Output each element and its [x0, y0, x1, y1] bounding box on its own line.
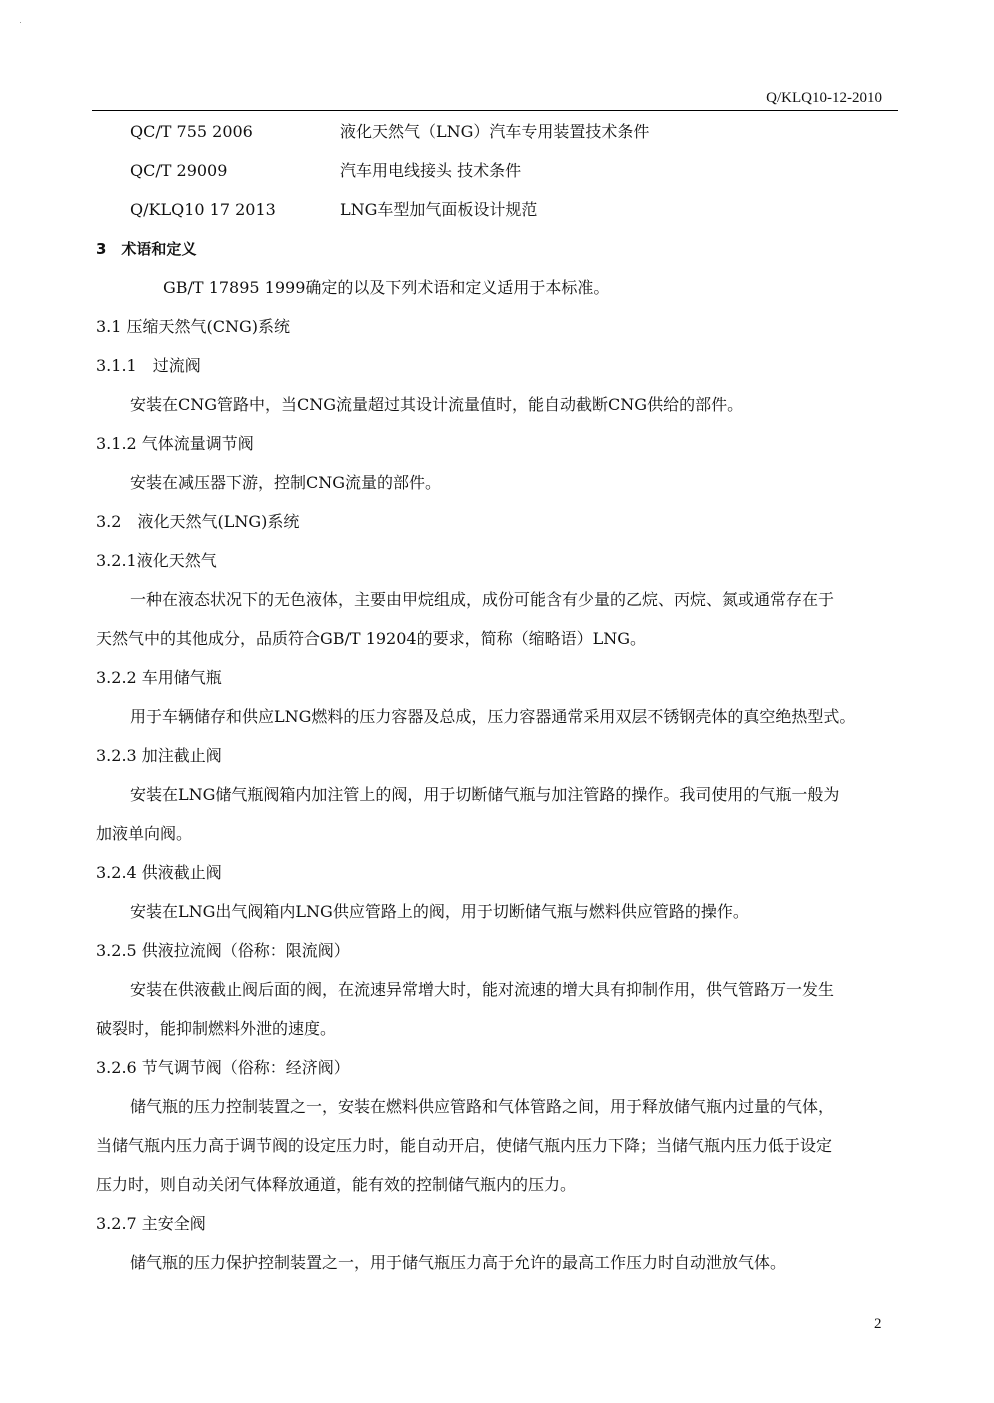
term-heading: 3.2.1液化天然气 — [96, 551, 217, 570]
term-definition: 安装在CNG管路中，当CNG流量超过其设计流量值时，能自动截断CNG供给的部件。 — [130, 395, 744, 414]
standard-code: Q/KLQ10 17 2013 — [130, 200, 276, 219]
term-definition-continued: 加液单向阀。 — [96, 824, 193, 843]
term-heading: 3.2.6 节气调节阀（俗称：经济阀） — [96, 1058, 350, 1077]
term-definition-continued: 当储气瓶内压力高于调节阀的设定压力时，能自动开启，使储气瓶内压力下降；当储气瓶内压力低于设定 — [96, 1136, 833, 1155]
term-definition-continued: 压力时，则自动关闭气体释放通道，能有效的控制储气瓶内的压力。 — [96, 1175, 577, 1194]
standard-code: QC/T 29009 — [130, 161, 228, 180]
term-definition: 安装在LNG出气阀箱内LNG供应管路上的阀，用于切断储气瓶与燃料供应管路的操作。 — [130, 902, 749, 921]
standard-title: LNG车型加气面板设计规范 — [340, 200, 538, 219]
term-definition: 用于车辆储存和供应LNG燃料的压力容器及总成，压力容器通常采用双层不锈钢壳体的真空绝热型式。 — [130, 707, 856, 726]
term-definition: 储气瓶的压力保护控制装置之一，用于储气瓶压力高于允许的最高工作压力时自动泄放气体。 — [130, 1253, 787, 1272]
term-heading: 3.2.7 主安全阀 — [96, 1214, 206, 1233]
page-number: 2 — [874, 1316, 882, 1332]
standard-title: 汽车用电线接头 技术条件 — [340, 161, 522, 180]
term-definition: 安装在LNG储气瓶阀箱内加注管上的阀，用于切断储气瓶与加注管路的操作。我司使用的气瓶一般为 — [130, 785, 840, 804]
term-definition-continued: 天然气中的其他成分，品质符合GB/T 19204的要求，简称（缩略语）LNG。 — [96, 629, 646, 648]
standard-title: 液化天然气（LNG）汽车专用装置技术条件 — [340, 122, 650, 141]
term-heading: 3.2.5 供液拉流阀（俗称：限流阀） — [96, 941, 350, 960]
section-intro: GB/T 17895 1999确定的以及下列术语和定义适用于本标准。 — [163, 278, 610, 297]
term-definition: 一种在液态状况下的无色液体，主要由甲烷组成，成份可能含有少量的乙烷、丙烷、氮或通常存在于 — [130, 590, 835, 609]
scan-speck — [20, 22, 21, 23]
subsection-heading: 3.1 压缩天然气(CNG)系统 — [96, 317, 291, 336]
header-rule — [92, 110, 898, 111]
term-definition-continued: 破裂时，能抑制燃料外泄的速度。 — [96, 1019, 337, 1038]
subsection-heading: 3.2 液化天然气(LNG)系统 — [96, 512, 300, 531]
term-heading: 3.1.2 气体流量调节阀 — [96, 434, 254, 453]
standard-code: QC/T 755 2006 — [130, 122, 253, 141]
term-heading: 3.2.3 加注截止阀 — [96, 746, 222, 765]
section-heading: 3 术语和定义 — [96, 240, 197, 258]
term-definition: 安装在供液截止阀后面的阀，在流速异常增大时，能对流速的增大具有抑制作用，供气管路万一发生 — [130, 980, 835, 999]
term-heading: 3.2.4 供液截止阀 — [96, 863, 222, 882]
term-definition: 安装在减压器下游，控制CNG流量的部件。 — [130, 473, 442, 492]
document-code: Q/KLQ10-12-2010 — [766, 90, 882, 106]
term-heading: 3.2.2 车用储气瓶 — [96, 668, 222, 687]
term-definition: 储气瓶的压力控制装置之一，安装在燃料供应管路和气体管路之间，用于释放储气瓶内过量的气体， — [130, 1097, 835, 1116]
term-heading: 3.1.1 过流阀 — [96, 356, 201, 375]
